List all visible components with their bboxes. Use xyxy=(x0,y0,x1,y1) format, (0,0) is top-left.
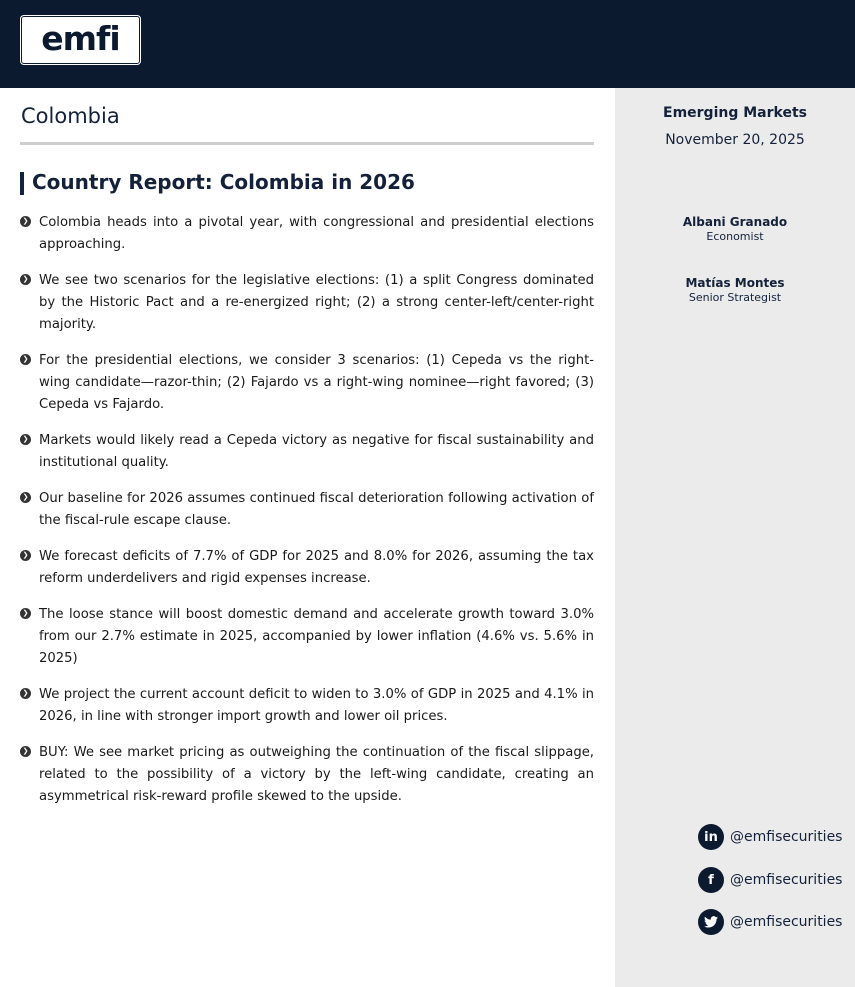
social-handle[interactable]: @emfisecurities xyxy=(730,829,843,845)
bullet-text: BUY: We see market pricing as outweighing the continuation of the fiscal slippage, related to the possibility of a victory by the left-wing candidate, creating an asymmetrical risk-reward profile skewed to the upside. xyxy=(39,745,594,804)
chevron-right-icon: ❯ xyxy=(20,746,31,757)
bullet-text: Colombia heads into a pivotal year, with congressional and presidential elections approaching. xyxy=(39,215,594,252)
twitter-link[interactable] xyxy=(698,909,842,935)
chevron-right-icon: ❯ xyxy=(20,608,31,619)
title-accent-bar xyxy=(20,172,24,195)
facebook-link[interactable] xyxy=(698,867,842,893)
bullet-text: Our baseline for 2026 assumes continued fiscal deterioration following activation of the fiscal-rule escape clause. xyxy=(39,491,594,528)
bullet-text: We forecast deficits of 7.7% of GDP for 2025 and 8.0% for 2026, assuming the tax reform underdelivers and rigid expenses increase. xyxy=(39,549,594,586)
author-block xyxy=(615,276,855,304)
logo-text: emfi xyxy=(41,19,120,58)
author-name: Albani Granado xyxy=(682,215,788,229)
author-title: Economist xyxy=(706,230,764,243)
author-name: Matías Montes xyxy=(685,276,785,290)
social-handle[interactable]: @emfisecurities xyxy=(730,872,843,888)
twitter-icon[interactable] xyxy=(698,909,724,935)
linkedin-link[interactable] xyxy=(698,824,842,850)
chevron-right-icon: ❯ xyxy=(20,688,31,699)
list-item xyxy=(20,684,594,728)
list-item xyxy=(20,350,594,416)
bullet-text: Markets would likely read a Cepeda victory as negative for fiscal sustainability and institutional quality. xyxy=(39,433,594,470)
list-item xyxy=(20,604,594,670)
list-item xyxy=(20,488,594,532)
twitter-bird-glyph xyxy=(704,916,718,928)
bullet-text: For the presidential elections, we consider 3 scenarios: (1) Cepeda vs the right-wing candidate—razor-thin; (2) Fajardo vs a right-wing nominee—right favored; (3) Cepeda vs Fajardo. xyxy=(39,353,594,412)
author-title: Senior Strategist xyxy=(688,291,782,304)
sector-label: Emerging Markets xyxy=(663,105,807,121)
social-handle[interactable]: @emfisecurities xyxy=(730,914,843,930)
bullet-text: We see two scenarios for the legislative elections: (1) a split Congress dominated by the Historic Pact and a re-energized right; (2) a strong center-left/center-right majority. xyxy=(39,273,594,332)
header-bar xyxy=(0,0,855,88)
list-item xyxy=(20,270,594,336)
chevron-right-icon: ❯ xyxy=(20,274,31,285)
list-item xyxy=(20,546,594,590)
linkedin-icon[interactable]: in xyxy=(698,824,724,850)
report-date: November 20, 2025 xyxy=(665,132,805,148)
list-item xyxy=(20,742,594,808)
chevron-right-icon: ❯ xyxy=(20,550,31,561)
chevron-right-icon: ❯ xyxy=(20,434,31,445)
list-item xyxy=(20,430,594,474)
country-name: Colombia xyxy=(21,104,120,128)
divider xyxy=(20,142,594,145)
list-item xyxy=(20,212,594,256)
bullet-text: We project the current account deficit to widen to 3.0% of GDP in 2025 and 4.1% in 2026, in line with stronger import growth and lower oil prices. xyxy=(39,687,594,724)
emfi-logo[interactable] xyxy=(21,16,140,64)
report-title: Country Report: Colombia in 2026 xyxy=(32,170,415,194)
chevron-right-icon: ❯ xyxy=(20,216,31,227)
sidebar xyxy=(615,88,855,987)
author-block xyxy=(615,215,855,243)
bullet-text: The loose stance will boost domestic demand and accelerate growth toward 3.0% from our 2.7% estimate in 2025, accompanied by lower inflation (4.6% vs. 5.6% in 2025) xyxy=(39,607,594,666)
chevron-right-icon: ❯ xyxy=(20,492,31,503)
key-points-list xyxy=(20,212,594,822)
chevron-right-icon: ❯ xyxy=(20,354,31,365)
facebook-icon[interactable]: f xyxy=(698,867,724,893)
